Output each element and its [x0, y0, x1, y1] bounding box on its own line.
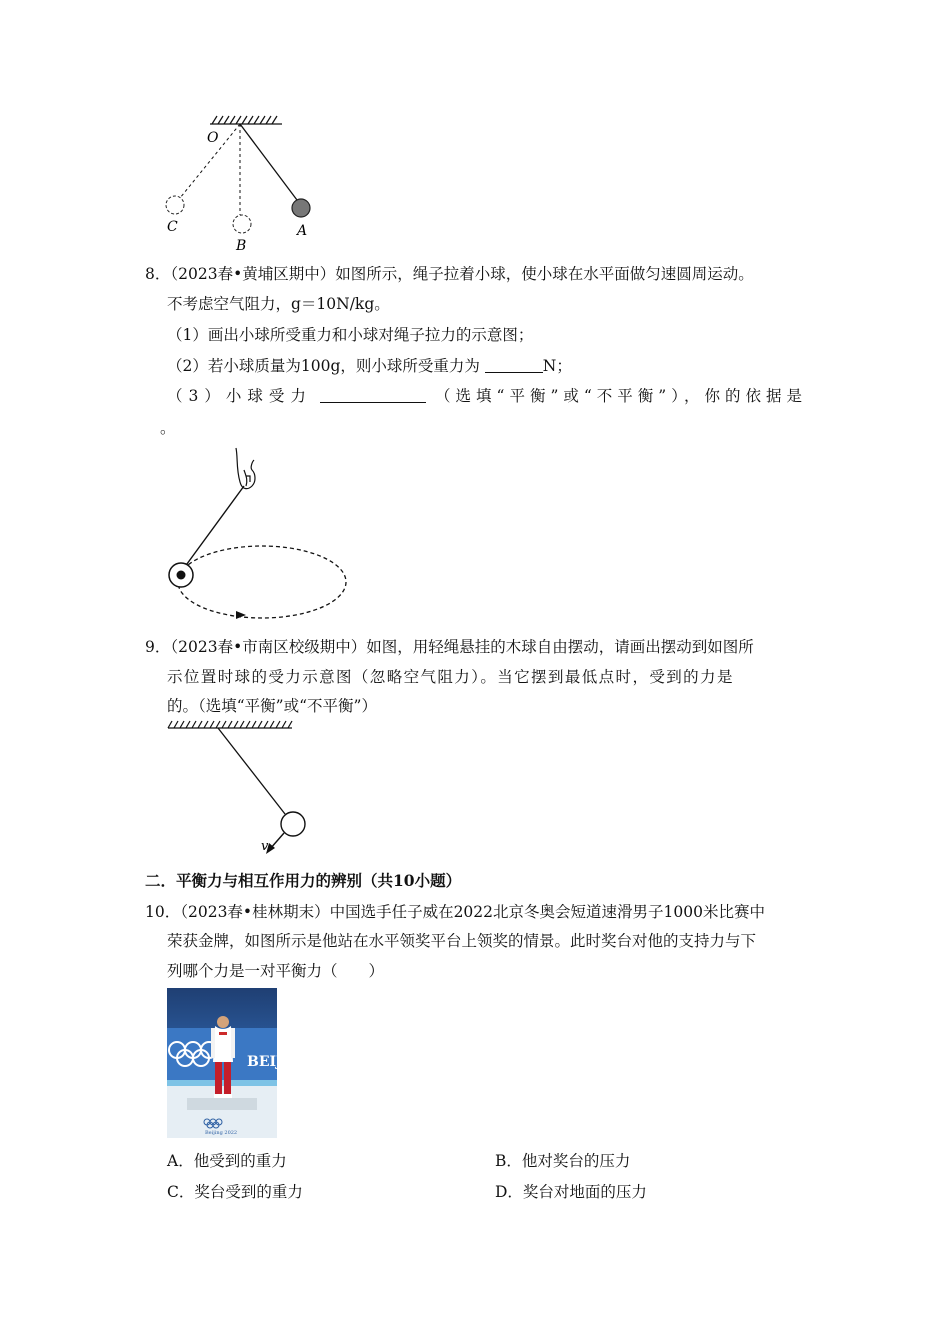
q8-part2-blank[interactable] — [485, 358, 543, 373]
label-c: C — [167, 219, 178, 235]
q8-part2-text: （2）若小球质量为100g，则小球所受重力为 — [167, 357, 485, 375]
ball-a — [292, 199, 310, 217]
q9-line1 — [145, 637, 754, 657]
rope — [184, 486, 244, 568]
q9-line2: 示位置时球的受力示意图（忽略空气阻力）。当它摆到最低点时，受到的力是 — [167, 668, 734, 686]
q8-part2-unit: N； — [542, 357, 572, 375]
photo-text-beijing: BEIJ — [247, 1054, 283, 1070]
q8-part3-blank[interactable] — [320, 388, 426, 403]
q9-number: 9． — [145, 638, 171, 656]
rope — [218, 728, 285, 814]
ball-center — [177, 571, 186, 580]
wood-ball — [281, 812, 305, 836]
q8-stem-line2: 不考虑空气阻力，g＝10N/kg。 — [167, 295, 390, 313]
photo-text-small: Beijing 2022 — [205, 1130, 238, 1136]
q10-text1: （2023春•桂林期末）中国选手任子威在2022北京冬奥会短道速滑男子1000米比赛中 — [180, 903, 765, 921]
section2-title: 二．平衡力与相互作用力的辨别（共10小题） — [145, 871, 462, 890]
ceiling-hatch — [168, 721, 292, 728]
q10-number: 10． — [145, 903, 181, 921]
q8-number: 8． — [145, 265, 171, 283]
q8-part2 — [167, 356, 572, 376]
q10-line1 — [145, 902, 765, 922]
swinging-ball-figure — [160, 718, 320, 863]
option-b[interactable]: B．他对奖台的压力 — [495, 1152, 631, 1170]
label-o: O — [207, 130, 219, 146]
pendulum-abc-figure — [160, 110, 308, 260]
q8-line1 — [145, 264, 754, 284]
string-to-a — [240, 124, 297, 200]
podium-base — [187, 1098, 257, 1110]
q8-part3-tail: （选填“平衡”或“不平衡”），你的依据是 — [435, 387, 807, 405]
circular-path — [178, 546, 346, 618]
q8-part3-text: （3）小球受力 — [167, 387, 312, 405]
q8-stem-line1: （2023春•黄埔区期中）如图所示，绳子拉着小球，使小球在水平面做匀速圆周运动。 — [170, 265, 754, 283]
label-b: B — [236, 238, 247, 254]
option-c[interactable]: C．奖台受到的重力 — [167, 1183, 303, 1201]
ball-c — [166, 196, 184, 214]
q10-line3: 列哪个力是一对平衡力（ ） — [167, 962, 385, 980]
hand-icon — [236, 448, 255, 489]
ball-b — [233, 215, 251, 233]
label-a: A — [297, 223, 308, 239]
q10-line2: 荣获金牌，如图所示是他站在水平领奖平台上领奖的情景。此时奖台对他的支持力与下 — [167, 932, 757, 950]
option-d[interactable]: D．奖台对地面的压力 — [495, 1183, 647, 1201]
q9-text1: （2023春•市南区校级期中）如图，用轻绳悬挂的木球自由摆动，请画出摆动到如图所 — [170, 638, 754, 656]
ceiling-hatch — [210, 116, 282, 124]
q8-part3-end: 。 — [160, 419, 176, 437]
option-a[interactable]: A．他受到的重力 — [167, 1152, 287, 1170]
podium-photo — [167, 988, 283, 1138]
q8-part3 — [167, 386, 807, 406]
conical-pendulum-figure — [160, 440, 360, 630]
velocity-label: v — [261, 839, 269, 854]
q9-line3: 的。（选填“平衡”或“不平衡”） — [167, 697, 377, 715]
q8-part1: （1）画出小球所受重力和小球对绳子拉力的示意图； — [167, 326, 534, 344]
